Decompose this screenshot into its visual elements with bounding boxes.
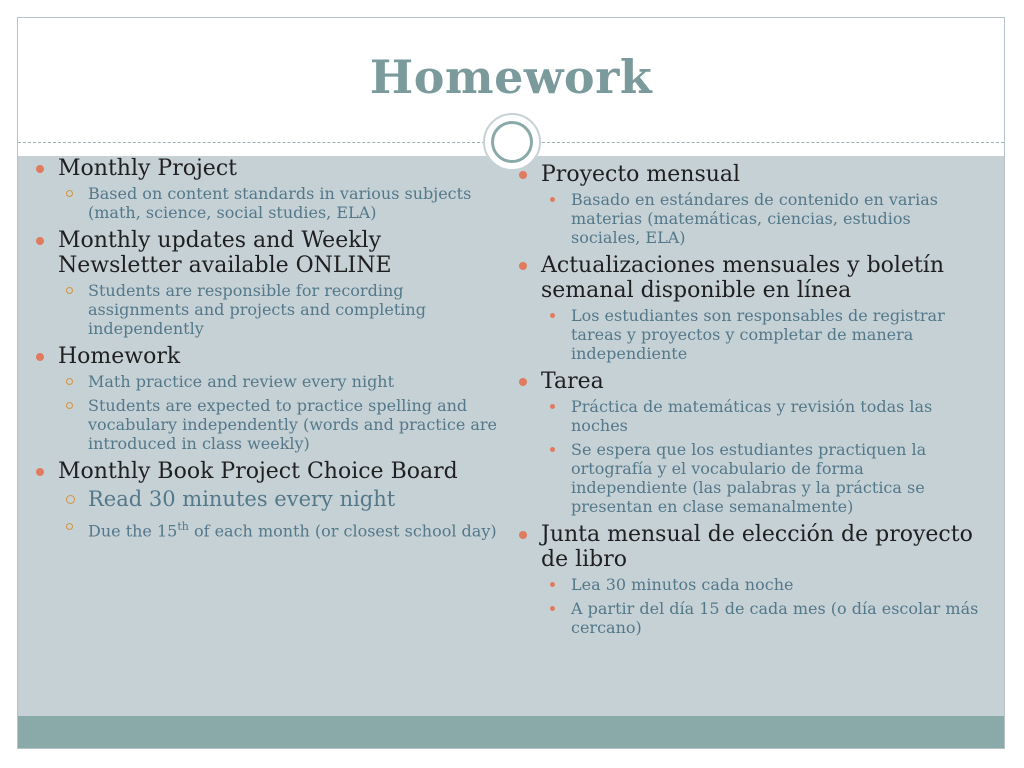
sub-item-text: Students are responsible for recording assignments and projects and completing independently [88, 281, 426, 338]
left-column-english [30, 156, 500, 546]
bullet-icon [519, 171, 527, 179]
sub-item [541, 575, 983, 594]
circle-bullet-icon [66, 190, 73, 197]
circle-bullet-icon [66, 402, 73, 409]
bullet-icon [36, 353, 44, 361]
list-item [30, 228, 500, 338]
dot-bullet-icon [550, 606, 555, 611]
due-text-post: of each month (or closest school day) [188, 521, 497, 541]
bullet-icon [519, 531, 527, 539]
circle-bullet-icon [66, 495, 75, 504]
circle-bullet-icon [66, 287, 73, 294]
item-label: Monthly Project [58, 156, 237, 181]
sub-item [58, 372, 500, 391]
bullet-icon [36, 237, 44, 245]
circle-bullet-icon [66, 523, 73, 530]
item-label: Homework [58, 344, 181, 369]
sub-item [541, 397, 983, 435]
dot-bullet-icon [550, 582, 555, 587]
dot-bullet-icon [550, 197, 555, 202]
item-label: Proyecto mensual [541, 162, 741, 187]
sub-item [541, 190, 983, 247]
list-item [513, 369, 983, 516]
list-item [30, 344, 500, 453]
list-item [30, 459, 500, 540]
sub-item-text: Read 30 minutes every night [88, 487, 396, 511]
list-item [513, 253, 983, 363]
dot-bullet-icon [550, 447, 555, 452]
dot-bullet-icon [550, 313, 555, 318]
sub-item [541, 599, 983, 637]
dot-bullet-icon [550, 404, 555, 409]
item-label: Monthly Book Project Choice Board [58, 459, 458, 484]
footer-bar [18, 716, 1004, 749]
sub-item-text: Basado en estándares de contenido en varias materias (matemáticas, ciencias, estudios sociales, ELA) [571, 190, 938, 247]
sub-item [541, 306, 983, 363]
sub-item-text: Math practice and review every night [88, 372, 395, 391]
bullet-icon [519, 262, 527, 270]
sub-item [58, 396, 500, 453]
circle-bullet-icon [66, 378, 73, 385]
sub-item-text: Práctica de matemáticas y revisión todas las noches [571, 397, 933, 435]
item-label: Actualizaciones mensuales y boletín semanal disponible en línea [541, 253, 945, 303]
right-column-spanish [513, 162, 983, 643]
sub-item-text: Students are expected to practice spelling and vocabulary independently (words and practice are introduced in class weekly) [88, 396, 498, 453]
sub-item [58, 487, 500, 512]
list-item [513, 162, 983, 247]
sub-item [541, 440, 983, 516]
sub-item-text: Los estudiantes son responsables de registrar tareas y proyectos y completar de manera independiente [571, 306, 945, 363]
sub-item [58, 184, 500, 222]
sub-item-text: A partir del día 15 de cada mes (o día escolar más cercano) [571, 599, 979, 637]
list-item [30, 156, 500, 222]
sub-item-text: Based on content standards in various subjects (math, science, social studies, ELA) [88, 184, 472, 222]
sub-item-text: Lea 30 minutos cada noche [571, 575, 794, 594]
list-item [513, 522, 983, 637]
item-label: Monthly updates and Weekly Newsletter available ONLINE [58, 228, 392, 278]
slide-title: Homework [369, 50, 653, 104]
item-label: Junta mensual de elección de proyecto de libro [541, 522, 973, 572]
bullet-icon [36, 165, 44, 173]
bullet-icon [519, 378, 527, 386]
sub-item-text: Se espera que los estudiantes practiquen la ortografía y el vocabulario de forma independiente (las palabras y la práctica se presentan en clase semanalmente) [571, 440, 927, 516]
sub-item [58, 517, 500, 540]
due-text-sup: th [177, 520, 189, 533]
due-text-pre: Due the 15 [88, 521, 178, 541]
item-label: Tarea [541, 369, 604, 394]
sub-item [58, 281, 500, 338]
bullet-icon [36, 468, 44, 476]
